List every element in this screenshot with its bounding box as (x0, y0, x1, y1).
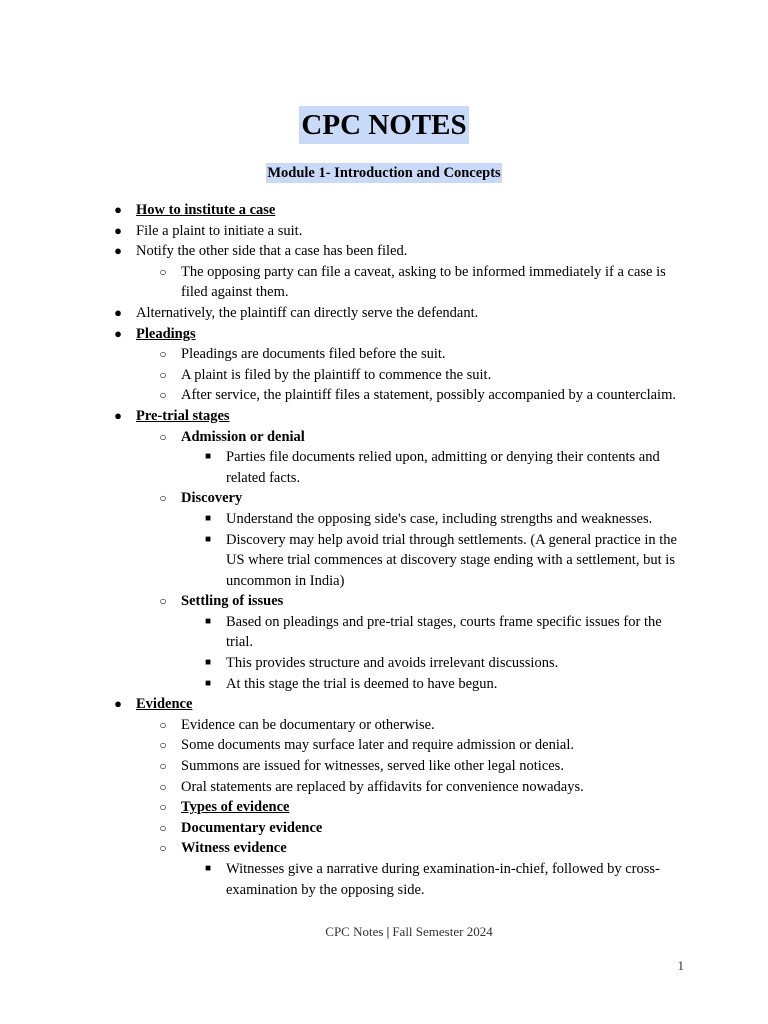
list-item-text: This provides structure and avoids irrelevant discussions. (226, 655, 559, 672)
list-item (0, 406, 681, 427)
list-item (0, 715, 681, 736)
list-item (0, 777, 681, 798)
list-item (0, 509, 681, 530)
bullet-level1-icon: ● (114, 222, 122, 238)
list-item-text: Alternatively, the plaintiff can directly serve the defendant. (136, 304, 479, 321)
list-item-text: File a plaint to initiate a suit. (136, 222, 303, 239)
list-item (0, 344, 681, 365)
title-container (0, 106, 768, 144)
list-item-text: Witness evidence (181, 840, 287, 857)
list-item-text: At this stage the trial is deemed to have begun. (226, 675, 498, 692)
list-item (0, 859, 681, 900)
list-item (0, 653, 681, 674)
bullet-level2-icon: ○ (159, 800, 167, 815)
list-item (0, 818, 681, 839)
list-item (0, 756, 681, 777)
bullet-level1-icon: ● (114, 407, 122, 423)
list-item (0, 241, 681, 262)
footer-right-text: Fall Semester 2024 (392, 924, 493, 939)
list-item (0, 612, 681, 653)
bullet-level3-icon: ■ (204, 533, 212, 545)
bullet-level1-icon: ● (114, 202, 122, 217)
bullet-level2-icon: ○ (159, 841, 167, 856)
list-item-text: Types of evidence (181, 799, 290, 816)
list-item-text: Evidence can be documentary or otherwise. (181, 716, 435, 733)
bullet-level3-icon: ■ (204, 677, 212, 689)
list-item-text: Parties file documents relied upon, admitting or denying their contents and related facts. (226, 449, 660, 486)
list-item (0, 797, 681, 818)
list-item (0, 221, 681, 242)
footer-left-text: CPC Notes (325, 924, 384, 939)
list-item (0, 262, 681, 303)
bullet-level2-icon: ○ (159, 347, 167, 362)
subtitle-container (0, 163, 768, 183)
page-footer (0, 924, 768, 940)
bullet-level2-icon: ○ (159, 759, 167, 774)
list-item (0, 694, 681, 715)
list-item-text: Based on pleadings and pre-trial stages, courts frame specific issues for the trial. (226, 613, 662, 651)
bullet-level2-icon: ○ (159, 779, 167, 794)
list-item-text: Documentary evidence (181, 819, 323, 836)
bullet-level3-icon: ■ (204, 451, 212, 463)
list-item (0, 674, 681, 695)
list-item (0, 324, 681, 345)
list-item-text: Pleadings (136, 325, 196, 342)
module-heading: Module 1- Introduction and Concepts (267, 165, 501, 181)
bullet-level1-icon: ● (114, 696, 122, 712)
bullet-level1-icon: ● (114, 243, 122, 259)
bullet-level3-icon: ■ (204, 863, 212, 874)
bullet-level1-icon: ● (114, 325, 122, 341)
list-item-text: Notify the other side that a case has been filed. (136, 243, 408, 260)
bullet-level2-icon: ○ (159, 264, 167, 279)
bullet-level2-icon: ○ (159, 388, 167, 403)
list-item-text: Admission or denial (181, 428, 305, 445)
bullet-level2-icon: ○ (159, 717, 167, 732)
page-number: 1 (677, 958, 684, 973)
footer-separator: | (386, 924, 390, 939)
list-item (0, 591, 681, 612)
bullet-level2-icon: ○ (159, 738, 167, 753)
list-item-text: A plaint is filed by the plaintiff to commence the suit. (181, 366, 492, 383)
list-item (0, 488, 681, 509)
list-item (0, 427, 681, 448)
list-item (0, 365, 681, 386)
list-item-text: Pre-trial stages (136, 407, 230, 424)
list-item (0, 530, 681, 592)
list-item-text: Settling of issues (181, 593, 284, 610)
list-item-text: Some documents may surface later and require admission or denial. (181, 737, 574, 754)
bullet-level2-icon: ○ (159, 429, 167, 444)
list-item (0, 200, 681, 221)
list-item-text: Evidence (136, 696, 193, 713)
list-item (0, 385, 681, 406)
bullet-level2-icon: ○ (159, 491, 167, 506)
bullet-level2-icon: ○ (159, 594, 167, 609)
list-item-text: Oral statements are replaced by affidavits for convenience nowadays. (181, 778, 584, 795)
document-title: CPC NOTES (299, 106, 468, 144)
bullet-level3-icon: ■ (204, 512, 212, 524)
list-item-text: Understand the opposing side's case, including strengths and weaknesses. (226, 510, 653, 527)
bullet-level3-icon: ■ (204, 657, 212, 669)
list-item (0, 735, 681, 756)
bullet-level3-icon: ■ (204, 615, 212, 627)
list-item-text: How to institute a case (136, 202, 276, 218)
bullet-level2-icon: ○ (159, 820, 167, 835)
list-item-text: Witnesses give a narrative during examination-in-chief, followed by cross-examination by the opposing side. (226, 861, 660, 898)
list-item (0, 447, 681, 488)
list-item-text: Summons are issued for witnesses, served like other legal notices. (181, 758, 564, 775)
list-item-text: After service, the plaintiff files a statement, possibly accompanied by a counterclaim. (181, 387, 676, 404)
bullet-level1-icon: ● (114, 304, 122, 320)
notes-body (0, 200, 768, 900)
list-item-text: Pleadings are documents filed before the suit. (181, 346, 446, 363)
list-item-text: Discovery may help avoid trial through settlements. (A general practice in the US where trial commences at discovery stage ending with a settlement, but is uncommon in India) (226, 531, 677, 589)
list-item-text: Discovery (181, 490, 243, 507)
list-item-text: The opposing party can file a caveat, asking to be informed immediately if a case is filed against them. (181, 263, 666, 301)
bullet-level2-icon: ○ (159, 367, 167, 382)
list-item (0, 303, 681, 324)
list-item (0, 838, 681, 859)
